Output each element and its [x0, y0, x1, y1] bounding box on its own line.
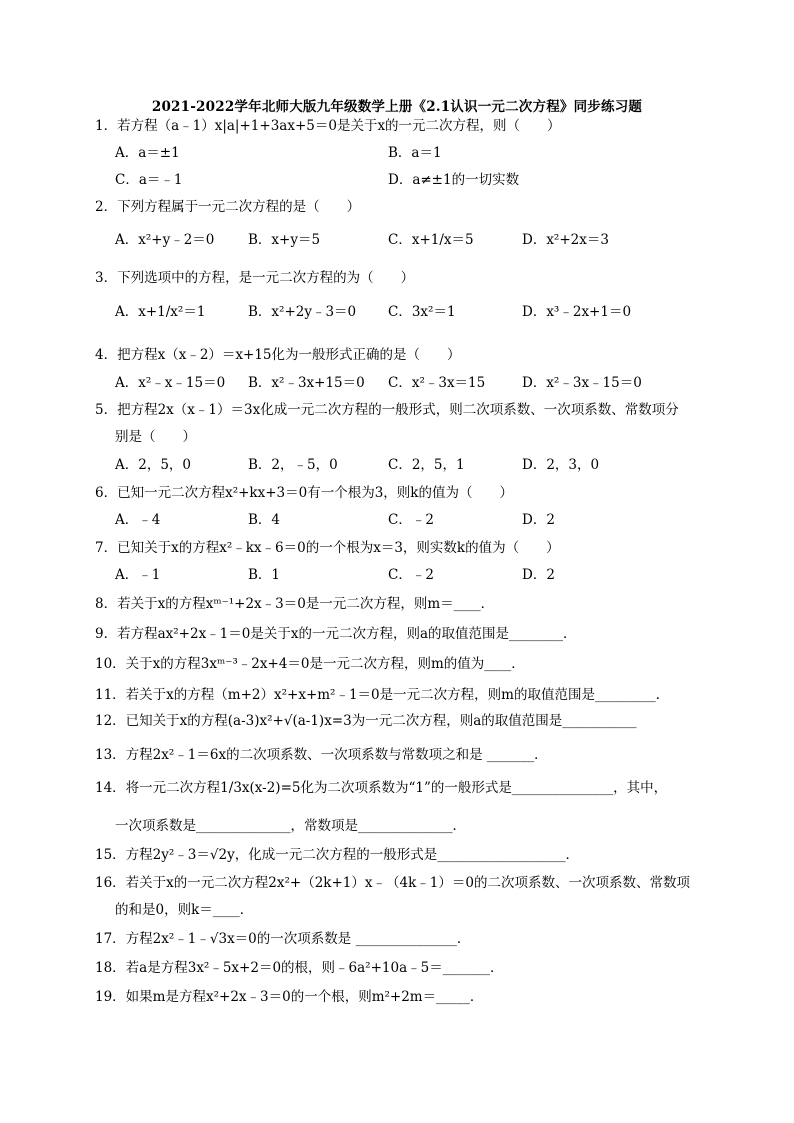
- q6-option-d: D．2: [522, 512, 555, 528]
- question-8: 8．若关于x的方程xᵐ⁻¹+2x﹣3＝0是一元二次方程，则m＝____．: [95, 596, 495, 612]
- question-15: 15．方程2y²﹣3＝√2y，化成一元二次方程的一般形式是___________________．: [95, 847, 579, 863]
- q1-option-c: C．a＝﹣1: [115, 172, 183, 188]
- page-title: 2021-2022学年北师大版九年级数学上册《2.1认识一元二次方程》同步练习题: [151, 99, 643, 115]
- q5-option-a: A．2，5，0: [115, 457, 192, 473]
- q3-option-a: A．x+1/x²＝1: [115, 304, 206, 320]
- q7-option-c: C．﹣2: [388, 567, 434, 583]
- q5-option-d: D．2，3，0: [522, 457, 600, 473]
- q1-option-a: A．a＝±1: [115, 145, 180, 161]
- q4-option-c: C．x²﹣3x＝15: [388, 375, 486, 391]
- question-11: 11．若关于x的方程（m+2）x²+x+m²﹣1＝0是一元二次方程，则m的取值范围是_________．: [95, 687, 670, 703]
- question-10: 10．关于x的方程3xᵐ⁻³﹣2x+4＝0是一元二次方程，则m的值为____．: [95, 656, 525, 672]
- q6-option-b: B．4: [248, 512, 281, 528]
- q4-option-d: D．x²﹣3x﹣15＝0: [522, 375, 642, 391]
- q1-option-b: B．a＝1: [388, 145, 442, 161]
- question-7: 7．已知关于x的方程x²﹣kx﹣6＝0的一个根为x＝3，则实数k的值为（ ）: [95, 540, 560, 556]
- question-2: 2．下列方程属于一元二次方程的是（ ）: [95, 199, 361, 215]
- q5-option-b: B．2，﹣5，0: [248, 457, 338, 473]
- question-18: 18．若a是方程3x²﹣5x+2＝0的根，则﹣6a²+10a﹣5＝_______．: [95, 960, 504, 976]
- q7-option-b: B．1: [248, 567, 281, 583]
- q6-option-a: A．﹣4: [115, 512, 161, 528]
- question-4: 4．把方程x（x﹣2）＝x+15化为一般形式正确的是（ ）: [95, 347, 461, 363]
- question-16: 16．若关于x的一元二次方程2x²+（2k+1）x﹣（4k﹣1）＝0的二次项系数、一次项系数、常数项: [95, 875, 690, 891]
- question-14-continued: 一次项系数是______________，常数项是______________．: [115, 818, 466, 834]
- question-14: 14．将一元二次方程1/3x(x-2)=5化为二次项系数为“1”的一般形式是_______________，其中，: [95, 780, 668, 796]
- question-19: 19．如果m是方程x²+2x﹣3＝0的一个根，则m²+2m＝_____．: [95, 989, 484, 1005]
- question-13: 13．方程2x²﹣1＝6x的二次项系数、一次项系数与常数项之和是 _______．: [95, 747, 548, 763]
- q2-option-b: B．x+y＝5: [248, 232, 321, 248]
- q4-option-a: A．x²﹣x﹣15＝0: [115, 375, 226, 391]
- q6-option-c: C．﹣2: [388, 512, 434, 528]
- q3-option-d: D．x³﹣2x+1＝0: [522, 304, 632, 320]
- question-5: 5．把方程2x（x﹣1）＝3x化成一元二次方程的一般形式，则二次项系数、一次项系数、常数项分: [95, 402, 679, 418]
- question-6: 6．已知一元二次方程x²+kx+3＝0有一个根为3，则k的值为（ ）: [95, 485, 513, 501]
- q2-option-a: A．x²+y﹣2＝0: [115, 232, 215, 248]
- question-12: 12．已知关于x的方程(a-3)x²+√(a-1)x=3为一元二次方程，则a的取值范围是___________: [95, 713, 637, 729]
- q3-option-c: C．3x²＝1: [388, 304, 456, 320]
- question-1: 1．若方程（a﹣1）x|a|+1+3ax+5＝0是关于x的一元二次方程，则（ ）: [95, 118, 561, 134]
- question-3: 3．下列选项中的方程，是一元二次方程的为（ ）: [95, 270, 415, 286]
- q3-option-b: B．x²+2y﹣3＝0: [248, 304, 357, 320]
- q7-option-a: A．﹣1: [115, 567, 161, 583]
- question-9: 9．若方程ax²+2x﹣1＝0是关于x的一元二次方程，则a的取值范围是________．: [95, 626, 577, 642]
- q1-option-d: D．a≠±1的一切实数: [388, 172, 520, 188]
- q4-option-b: B．x²﹣3x+15＝0: [248, 375, 365, 391]
- q7-option-d: D．2: [522, 567, 555, 583]
- q2-option-c: C．x+1/x＝5: [388, 232, 474, 248]
- question-17: 17．方程2x²﹣1﹣√3x＝0的一次项系数是 _______________．: [95, 931, 471, 947]
- q2-option-d: D．x²+2x＝3: [522, 232, 609, 248]
- q5-option-c: C．2，5，1: [388, 457, 465, 473]
- question-5-continued: 别是（ ）: [115, 429, 196, 445]
- question-16-continued: 的和是0，则k＝____．: [115, 902, 254, 918]
